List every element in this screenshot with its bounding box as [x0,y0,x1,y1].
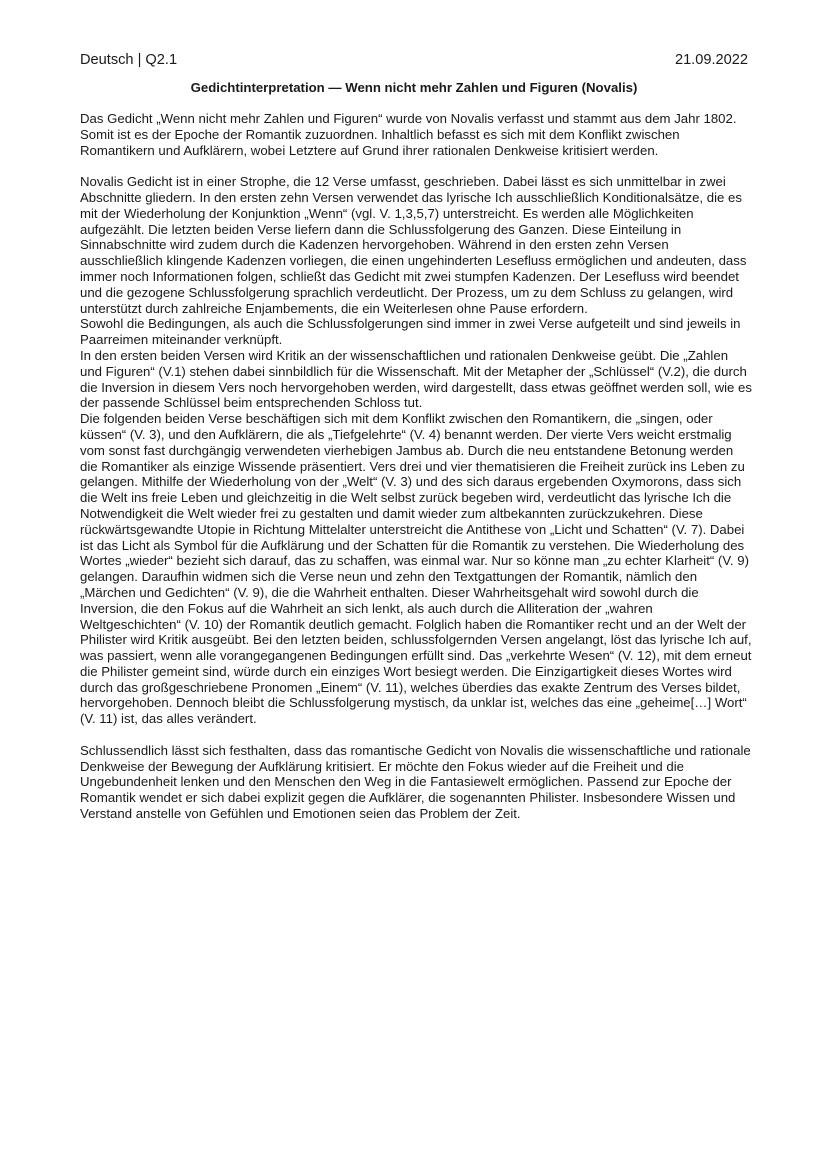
course-label: Deutsch | Q2.1 [80,52,178,68]
paragraph-verses-3-12: Die folgenden beiden Verse beschäftigen sich mit dem Konflikt zwischen den Romantikern, die „singen, oder küssen“ (V. 3), und den Aufklärern, die als „Tiefgelehrte“ (V. 4) benannt werden. Der vierte Vers weicht erstmalig vom sonst fast durchgängig verwendeten vierhebigen Jambus ab. Durch die neu entstandene Betonung werden die Romantiker als einzige Wissende präsentiert. Vers drei und vier thematisieren die Freiheit zurück ins Leben zu gelangen. Mithilfe der Wiederholung von der „Welt“ (V. 3) und des sich daraus ergebenden Oxymorons, dass sich die Welt ins freie Leben und gleichzeitig in die Welt selbst zurück begeben wird, verdeutlicht das lyrische Ich die Notwendigkeit die Welt wieder frei zu gestalten und damit wieder zum altbekannten zurückzukehren. Diese rückwärtsgewandte Utopie in Richtung Mittelalter unterstreicht die Antithese von „Licht und Schatten“ (V. 7). Dabei ist das Licht als Symbol für die Aufklärung und der Schatten für die Romantik zu verstehen. Die Wiederholung des Wortes „wieder“ bezieht sich darauf, das zu schaffen, was einmal war. Nur so könne man „zu echter Klarheit“ (V. 9) gelangen. Daraufhin widmen sich die Verse neun und zehn den Textgattungen der Romantik, nämlich den „Märchen und Gedichten“ (V. 9), die die Wahrheit enthalten. Dieser Wahrheitsgehalt wird sowohl durch die Inversion, die den Fokus auf die Wahrheit an sich lenkt, als auch durch die Alliteration der „wahren Weltgeschichten“ (V. 10) der Romantik deutlich gemacht. Folglich haben die Romantiker recht und an der Welt der Philister wird Kritik ausgeübt. Bei den letzten beiden, schlussfolgernden Versen angelangt, löst das lyrische Ich auf, was passiert, wenn alle vorangegangenen Bedingungen erfüllt sind. Das „verkehrte Wesen“ (V. 12), mit dem erneut die Philister gemeint sind, würde durch ein einziges Wort besiegt werden. Die Einzigartigkeit dieses Wortes wird durch das großgeschriebene Pronomen „Einem“ (V. 11), welches überdies das exakte Zentrum des Verses bildet, hervorgehoben. Dennoch bleibt die Schlussfolgerung mystisch, da unklar ist, welches das eine „geheime[…] Wort“ (V. 11) ist, das alles verändert. [80,411,752,727]
paragraph-introduction: Das Gedicht „Wenn nicht mehr Zahlen und Figuren“ wurde von Novalis verfasst und stammt aus dem Jahr 1802. Somit ist es der Epoche der Romantik zuzuordnen. Inhaltlich befasst es sich mit dem Konflikt zwischen Romantikern und Aufklärern, wobei Letztere auf Grund ihrer rationalen Denkweise kritisiert werden. [80,111,737,158]
page-header [80,50,748,70]
paragraph-form-analysis: Novalis Gedicht ist in einer Strophe, die 12 Verse umfasst, geschrieben. Dabei lässt es sich unmittelbar in zwei Abschnitte gliedern. In den ersten zehn Versen verwendet das lyrische Ich ausschließlich Konditionalsätze, die es mit der Wiederholung der Konjunktion „Wenn“ (vgl. V. 1,3,5,7) unterstreicht. Es werden alle Möglichkeiten aufgezählt. Die letzten beiden Verse liefern dann die Schlussfolgerung des Ganzen. Diese Einteilung in Sinnabschnitte wird zudem durch die Kadenzen hervorgehoben. Während in den ersten zehn Versen ausschließlich klingende Kadenzen vorliegen, die einen ungehinderten Lesefluss ermöglichen und andeuten, dass immer noch Informationen folgen, schließt das Gedicht mit zwei stumpfen Kadenzen. Der Lesefluss wird beendet und die gezogene Schlussfolgerung sprachlich verdeutlicht. Der Prozess, um zu dem Schluss zu gelangen, wird unterstützt durch zahlreiche Enjambements, die ein Weiterlesen ohne Pause erfordern. [80,174,747,316]
paragraph-gap [80,727,752,743]
paragraph-gap [80,158,752,174]
paragraph-rhyme: Sowohl die Bedingungen, als auch die Schlussfolgerungen sind immer in zwei Verse aufgeteilt und sind jeweils in Paarreimen miteinander verknüpft. [80,316,741,348]
paragraph-verses-1-2: In den ersten beiden Versen wird Kritik an der wissenschaftlichen und rationalen Denkweise geübt. Die „Zahlen und Figuren“ (V.1) stehen dabei sinnbildlich für die Wissenschaft. Mit der Metapher der „Schlüssel“ (V.2), die durch die Inversion in diesem Vers noch hervorgehoben werden, wird dargestellt, dass etwas geöffnet werden soll, wie es der passende Schlüssel beim entsprechenden Schloss tut. [80,347,752,411]
paragraph-conclusion: Schlussendlich lässt sich festhalten, dass das romantische Gedicht von Novalis die wissenschaftliche und rationale Denkweise der Bewegung der Aufklärung kritisiert. Er möchte den Fokus wieder auf die Freiheit und die Ungebundenheit lenken und den Menschen den Weg in die Fantasiewelt ermöglichen. Passend zur Epoche der Romantik wendet er sich dabei explizit gegen die Aufklärer, die sogenannten Philister. Insbesondere Wissen und Verstand anstelle von Gefühlen und Emotionen seien das Problem der Zeit. [80,742,751,822]
document-body [80,111,752,822]
date-label: 21.09.2022 [674,52,748,68]
document-title: Gedichtinterpretation — Wenn nicht mehr Zahlen und Figuren (Novalis) [190,80,638,95]
